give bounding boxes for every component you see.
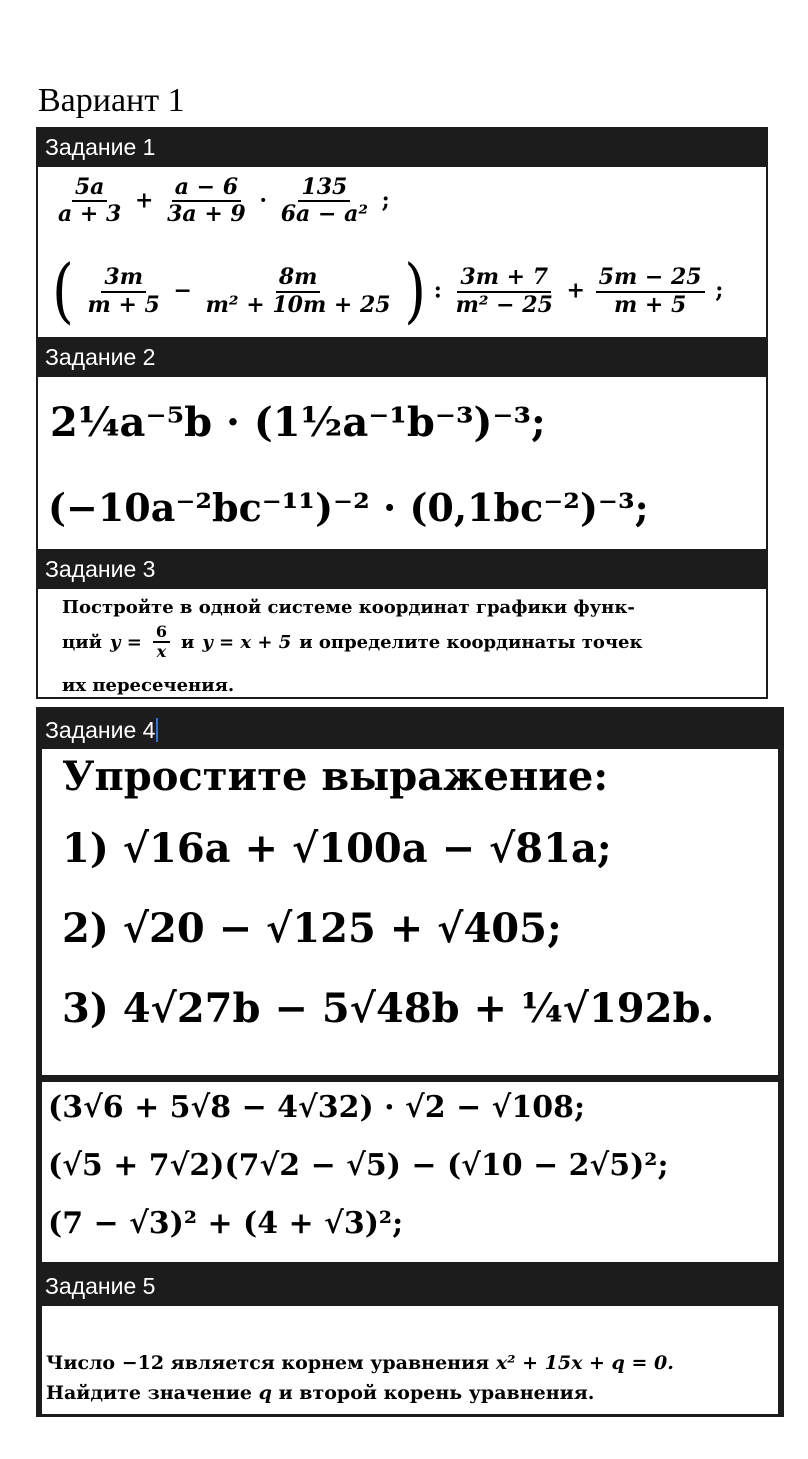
- fraction: $\frac{6}{x}$: [153, 623, 170, 662]
- task4-header: Задание 4: [36, 712, 784, 748]
- fraction: $\frac{8m}{\text{m² + 10m + 25}}$: [205, 264, 391, 318]
- task2-line2: (−10a⁻²bc⁻¹¹)⁻² · (0,1bc⁻²)⁻³;: [48, 485, 649, 530]
- task2-header: Задание 2: [36, 337, 768, 377]
- task3-text-line1: Постройте в одной системе координат графики функ-: [62, 597, 635, 618]
- task2-content: [36, 377, 768, 549]
- task5-content: [42, 1306, 778, 1414]
- task5-header: Задание 5: [45, 1272, 156, 1299]
- task4-extra-line1: (3√6 + 5√8 − 4√32) · √2 − √108;: [48, 1090, 586, 1125]
- fraction: $\frac{3m + 7}{\text{m² − 25}}$: [455, 264, 553, 318]
- task4-extra-line2: (√5 + 7√2)(7√2 − √5) − (√10 − 2√5)²;: [48, 1148, 669, 1183]
- task4-item-2: 2) √20 − √125 + √405;: [62, 905, 562, 952]
- task3-text-line3: их пересечения.: [62, 675, 235, 696]
- task4-content: [42, 749, 778, 1075]
- task5-line1: Число −12 является корнем уравнения x² + 15x + q = 0.: [46, 1352, 674, 1374]
- task1-line2: ( $\frac{3m}{m + 5}$ − $\frac{8m}{\text{m² + 10m + 25}}$ ) : $\frac{3m + 7}{\text{m² − 25}}$ + $\frac{5m - 25}{m + 5}$ ;: [52, 250, 724, 333]
- task3-header: Задание 3: [36, 549, 768, 589]
- fraction: $\frac{a - 6}{3a + 9}$: [167, 174, 246, 228]
- task1-content: [36, 167, 768, 337]
- task3-text-line2: ций y = $\frac{6}{x}$ и y = x + 5 и определите координаты точек: [62, 622, 643, 662]
- task4-extra: [42, 1082, 778, 1262]
- task5-line2: Найдите значение q и второй корень уравнения.: [46, 1382, 595, 1404]
- text-cursor: [156, 718, 158, 742]
- task4-title: Упростите выражение:: [62, 753, 609, 800]
- task4-item-3: 3) 4√27b − 5√48b + ¼√192b.: [62, 985, 715, 1032]
- fraction: $\frac{135}{\text{6a − a²}}$: [280, 174, 368, 228]
- variant-title: Вариант 1: [38, 82, 185, 119]
- fraction: $\frac{5m - 25}{m + 5}$: [596, 265, 705, 318]
- task2-line1: 2¼a⁻⁵b · (1½a⁻¹b⁻³)⁻³;: [50, 399, 546, 446]
- task1-line1: $\frac{5a}{a + 3}$ + $\frac{a - 6}{3a + 9}$ · $\frac{135}{\text{6a − a²}}$ ;: [52, 175, 390, 228]
- fraction: $\frac{5a}{a + 3}$: [58, 174, 122, 228]
- fraction: $\frac{3m}{m + 5}$: [87, 264, 160, 318]
- task4-item-1: 1) √16a + √100a − √81a;: [62, 825, 612, 872]
- task3-content: [36, 589, 768, 699]
- task1-header: Задание 1: [36, 127, 768, 167]
- task4-extra-line3: (7 − √3)² + (4 + √3)²;: [48, 1206, 404, 1241]
